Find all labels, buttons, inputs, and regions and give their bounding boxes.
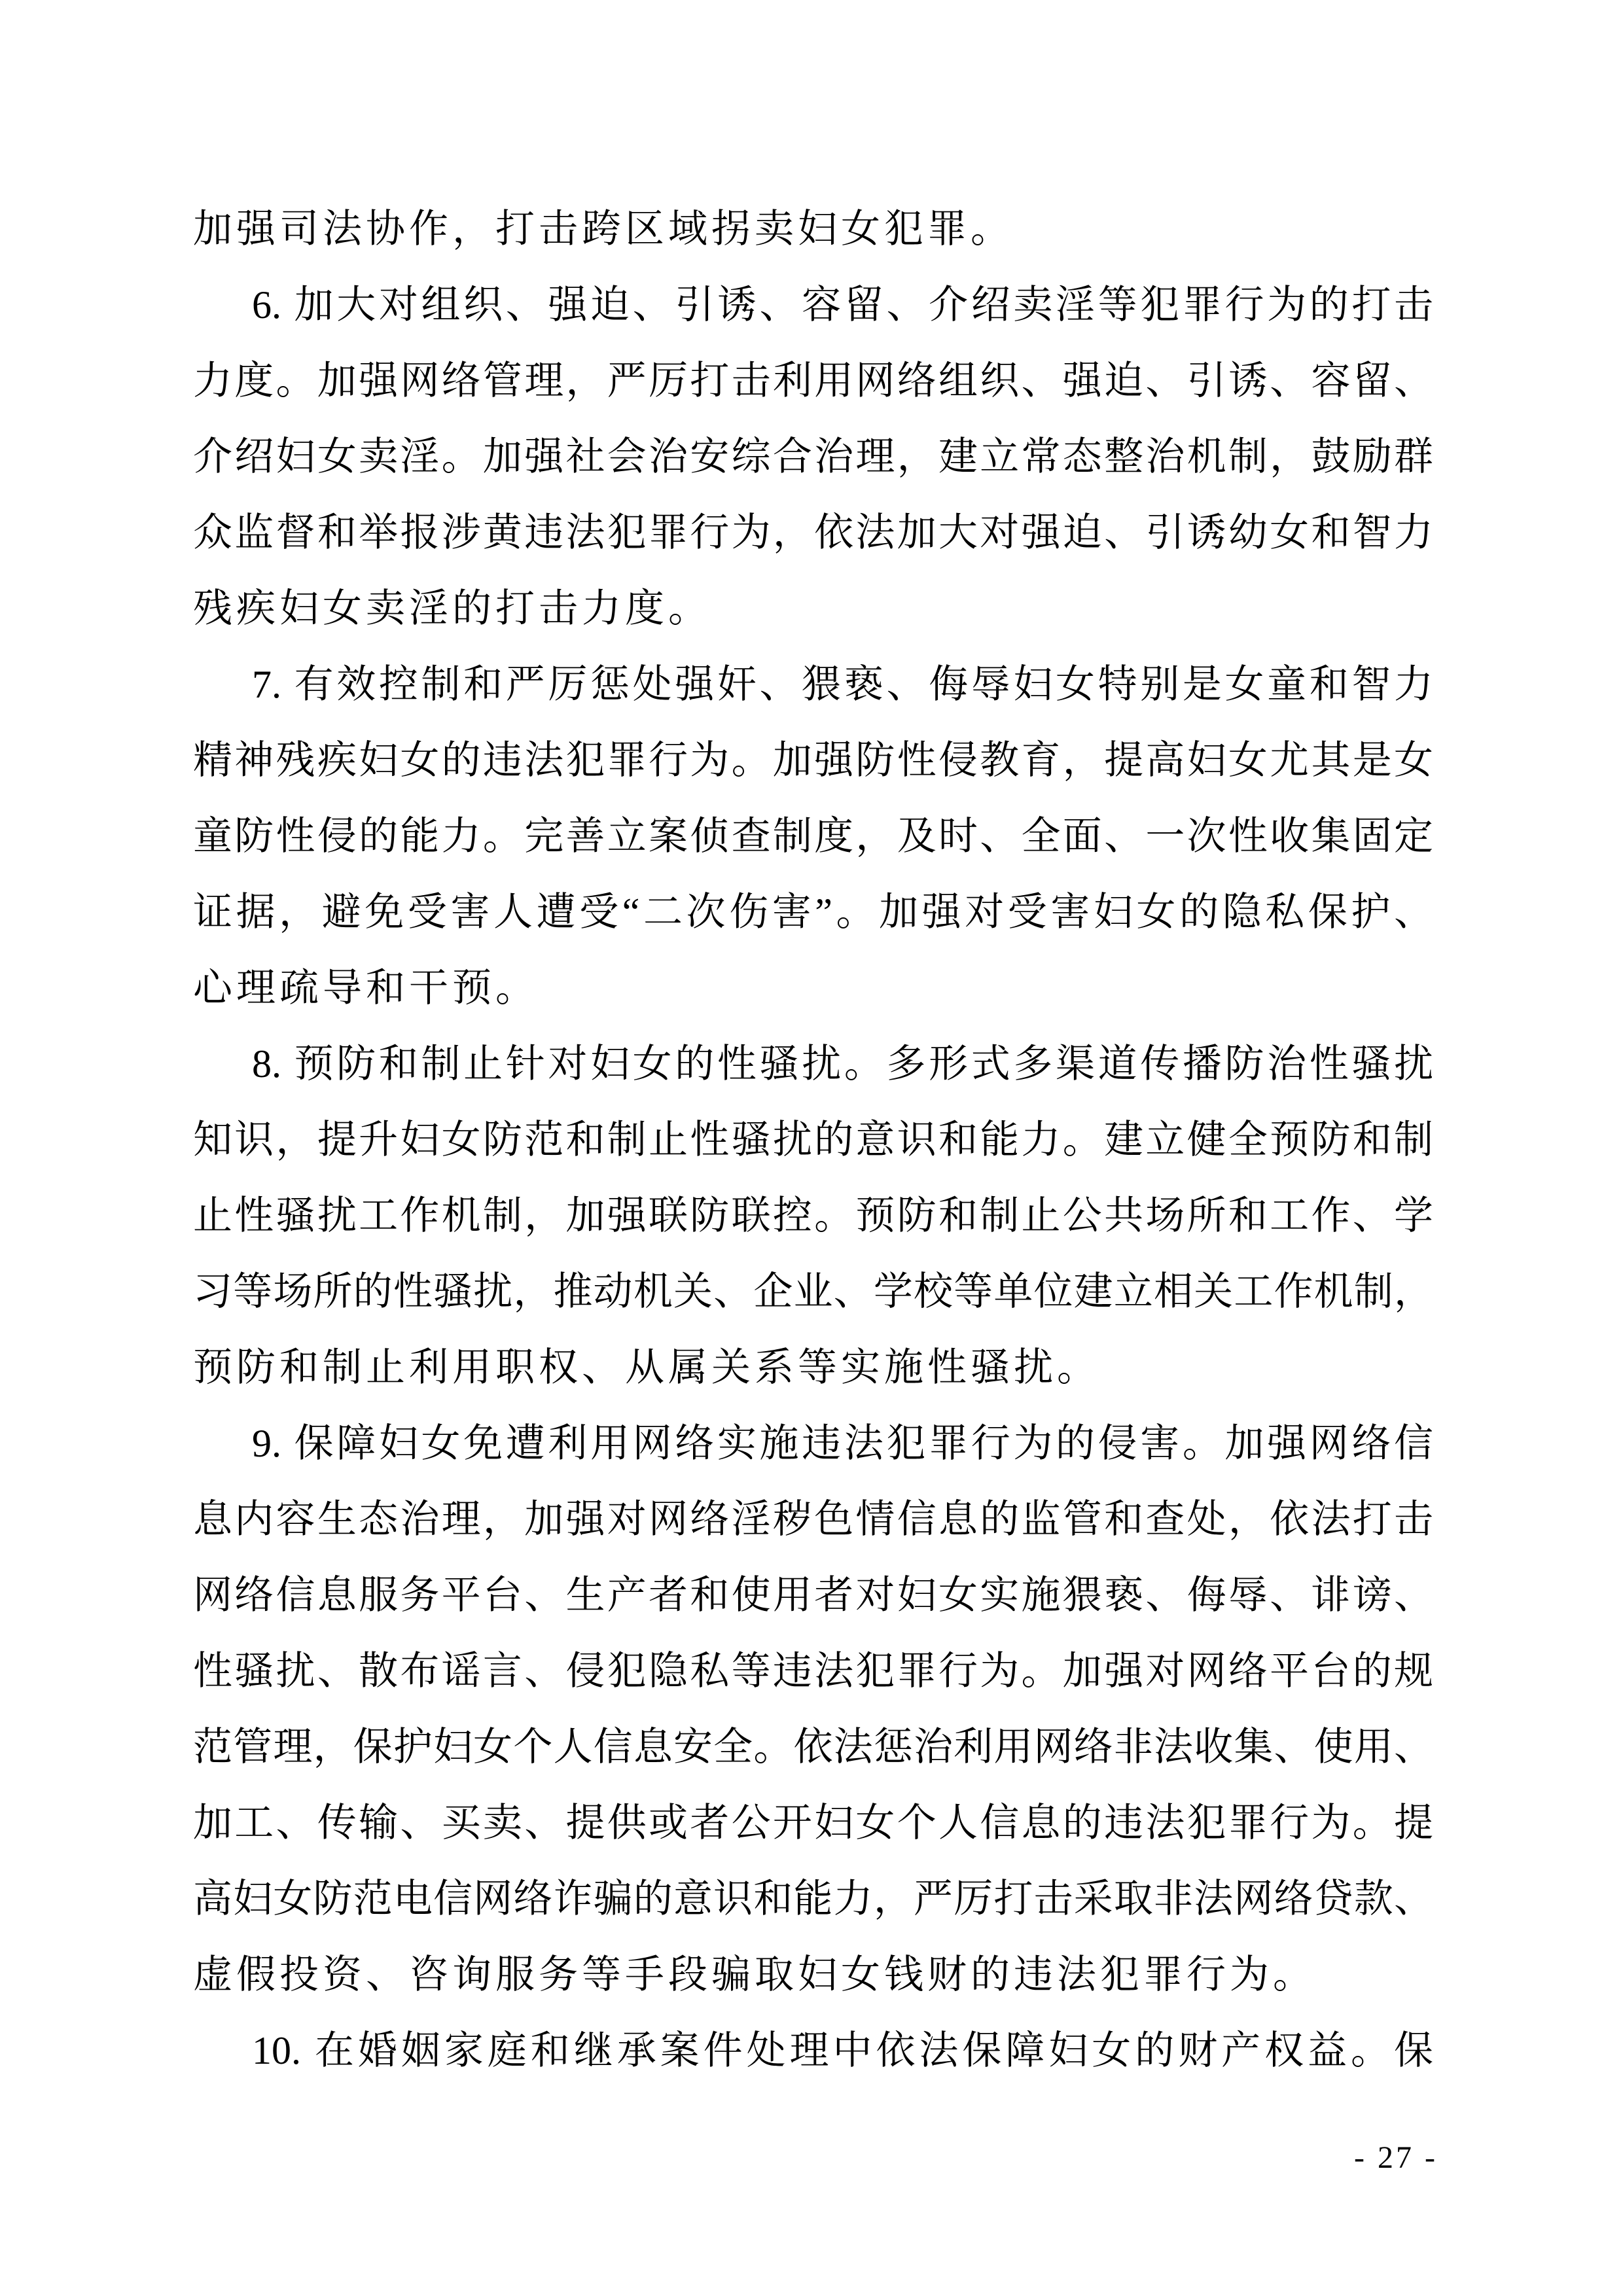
text-line: 加强司法协作，打击跨区域拐卖妇女犯罪。 — [193, 207, 1014, 251]
text-line: 力度。加强网络管理，严厉打击利用网络组织、强迫、引诱、容留、 — [193, 359, 1433, 402]
text-line: 9. 保障妇女免遭利用网络实施违法犯罪行为的侵害。加强网络信 — [252, 1422, 1433, 1465]
text-line: 证据，避免受害人遭受“二次伤害”。加强对受害妇女的隐私保护、 — [193, 891, 1433, 934]
text-line: 网络信息服务平台、生产者和使用者对妇女实施猥亵、侮辱、诽谤、 — [193, 1574, 1433, 1617]
text-line: 7. 有效控制和严厉惩处强奸、猥亵、侮辱妇女特别是女童和智力 — [252, 663, 1433, 706]
text-line: 息内容生态治理，加强对网络淫秽色情信息的监管和查处，依法打击 — [193, 1498, 1433, 1541]
document-body — [193, 191, 1433, 2089]
text-line: 10. 在婚姻家庭和继承案件处理中依法保障妇女的财产权益。保 — [252, 2029, 1433, 2072]
text-line: 童防性侵的能力。完善立案侦查制度，及时、全面、一次性收集固定 — [193, 815, 1433, 858]
text-line: 残疾妇女卖淫的打击力度。 — [193, 587, 711, 630]
text-line: 心理疏导和干预。 — [193, 966, 539, 1010]
text-line: 加工、传输、买卖、提供或者公开妇女个人信息的违法犯罪行为。提 — [193, 1801, 1433, 1845]
text-line: 习等场所的性骚扰，推动机关、企业、学校等单位建立相关工作机制， — [193, 1270, 1433, 1313]
text-line: 止性骚扰工作机制，加强联防联控。预防和制止公共场所和工作、学 — [193, 1194, 1433, 1237]
text-line: 精神残疾妇女的违法犯罪行为。加强防性侵教育，提高妇女尤其是女 — [193, 739, 1433, 782]
text-line: 高妇女防范电信网络诈骗的意识和能力，严厉打击采取非法网络贷款、 — [193, 1877, 1433, 1920]
text-line: 范管理，保护妇女个人信息安全。依法惩治利用网络非法收集、使用、 — [193, 1725, 1433, 1769]
page-number: - 27 - — [1354, 2140, 1438, 2175]
text-line: 虚假投资、咨询服务等手段骗取妇女钱财的违法犯罪行为。 — [193, 1953, 1316, 1996]
text-line: 8. 预防和制止针对妇女的性骚扰。多形式多渠道传播防治性骚扰 — [252, 1042, 1433, 1086]
text-line: 众监督和举报涉黄违法犯罪行为，依法加大对强迫、引诱幼女和智力 — [193, 511, 1433, 554]
text-line: 6. 加大对组织、强迫、引诱、容留、介绍卖淫等犯罪行为的打击 — [252, 283, 1433, 327]
text-line: 性骚扰、散布谣言、侵犯隐私等违法犯罪行为。加强对网络平台的规 — [193, 1650, 1433, 1693]
text-line: 预防和制止利用职权、从属关系等实施性骚扰。 — [193, 1346, 1100, 1389]
text-line: 介绍妇女卖淫。加强社会治安综合治理，建立常态整治机制，鼓励群 — [193, 435, 1433, 478]
text-line: 知识，提升妇女防范和制止性骚扰的意识和能力。建立健全预防和制 — [193, 1118, 1433, 1161]
